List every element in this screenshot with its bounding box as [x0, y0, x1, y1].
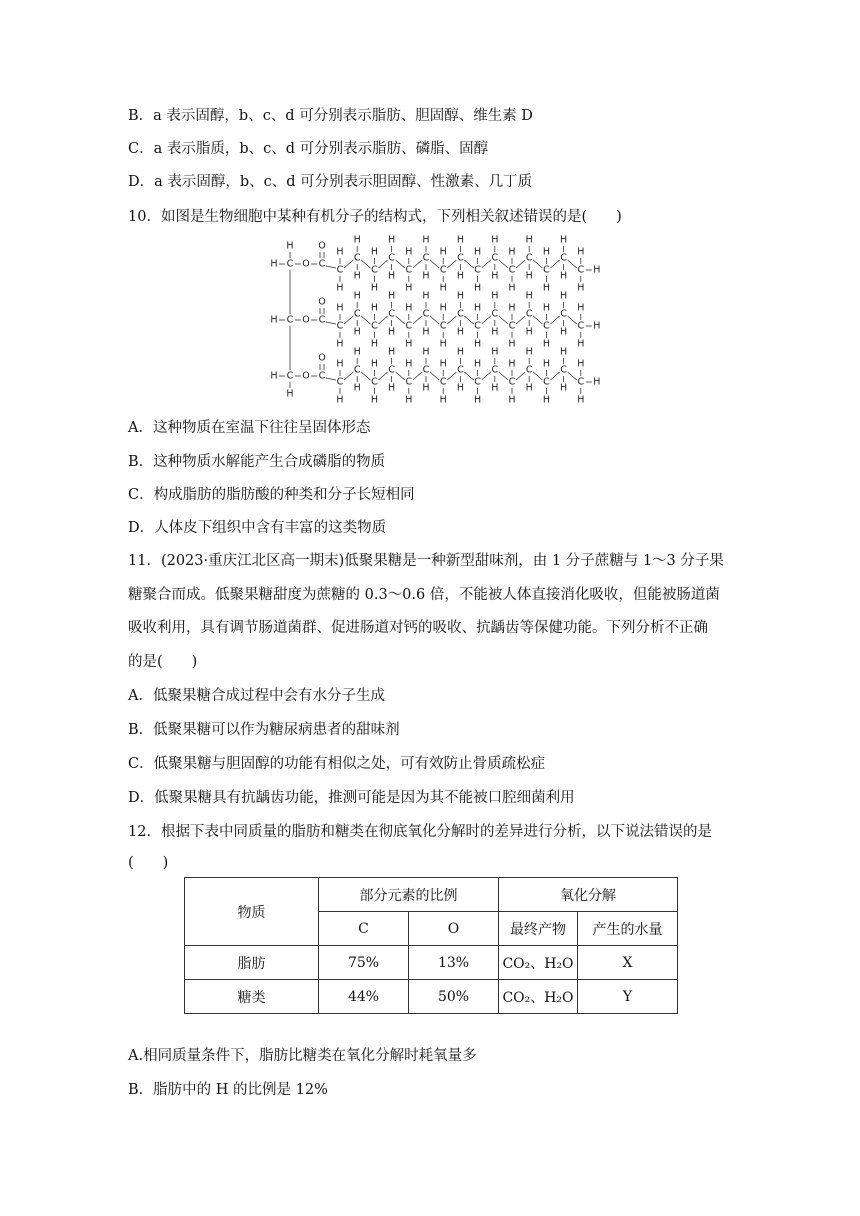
formula-atom: H — [422, 234, 430, 246]
header-substance: 物质 — [185, 878, 319, 946]
formula-atom: H — [508, 282, 516, 294]
formula-atom: H — [353, 382, 361, 394]
formula-atom: H — [405, 282, 413, 294]
formula-atom: H — [525, 234, 533, 246]
chain-carbon: C — [388, 252, 395, 264]
formula-bond — [378, 316, 387, 324]
chain-carbon: C — [422, 364, 430, 376]
formula-atom: H — [560, 382, 568, 394]
formula-bond — [413, 260, 422, 268]
chain-carbon: C — [371, 264, 378, 276]
chain-carbon: C — [491, 252, 499, 264]
formula-atom: H — [422, 326, 430, 338]
formula-atom: H — [270, 314, 278, 326]
formula-atom: H — [405, 358, 413, 370]
carbonyl-oxygen: O — [318, 296, 326, 308]
q12-stem-line-1: 12．根据下表中同质量的脂肪和糖类在彻底氧化分解时的差异进行分析，以下说法错误的是 — [128, 824, 712, 840]
q10-option-c: C．构成脂肪的脂肪酸的种类和分子长短相同 — [128, 487, 415, 503]
formula-atom: H — [370, 338, 378, 350]
formula-bond — [344, 316, 353, 324]
formula-bond — [344, 372, 353, 380]
formula-bond — [378, 372, 387, 380]
q11-stem-line-2: 糖聚合而成。低聚果糖甜度为蔗糖的 0.3～0.6 倍，不能被人体直接消化吸收，但能被肠道菌 — [128, 587, 720, 603]
formula-atom: H — [474, 302, 482, 314]
row-sugar-c: 44% — [319, 980, 409, 1014]
formula-atom: H — [560, 234, 568, 246]
chain-carbon: C — [508, 320, 516, 332]
formula-atom: H — [542, 358, 550, 370]
row-fat-product: CO₂、H₂O — [499, 946, 578, 980]
chain-carbon: C — [525, 252, 533, 264]
q9-option-b: B．a 表示固醇，b、c、d 可分别表示脂肪、胆固醇、维生素 D — [128, 108, 533, 124]
formula-atom: H — [370, 394, 378, 406]
formula-bond — [550, 316, 559, 324]
q11-stem-line-1: 11．(2023·重庆江北区高一期末)低聚果糖是一种新型甜味剂，由 1 分子蔗糖与 1～3 分子果 — [128, 553, 724, 569]
formula-bond — [361, 316, 370, 324]
formula-atom: H — [336, 246, 344, 258]
formula-bond — [533, 260, 542, 268]
chain-carbon: C — [560, 308, 567, 320]
formula-atom: H — [593, 376, 601, 388]
chain-carbon: C — [439, 376, 447, 388]
formula-atom: H — [508, 358, 516, 370]
formula-bond — [413, 316, 422, 324]
q12-comparison-table — [184, 877, 678, 1014]
chain-carbon: C — [457, 252, 464, 264]
formula-atom: H — [286, 388, 294, 400]
chain-carbon: C — [371, 376, 378, 388]
formula-bond — [568, 316, 577, 324]
formula-atom: H — [542, 338, 550, 350]
chain-carbon: C — [560, 252, 567, 264]
ester-oxygen: O — [302, 314, 310, 326]
header-final-product: 最终产物 — [499, 912, 578, 946]
chain-carbon: C — [577, 376, 585, 388]
chain-carbon: C — [457, 364, 464, 376]
chain-carbon: C — [543, 320, 550, 332]
formula-atom: H — [542, 246, 550, 258]
table-row — [185, 980, 678, 1014]
formula-atom: H — [336, 358, 344, 370]
formula-atom: H — [353, 346, 361, 358]
q11-option-c: C．低聚果糖与胆固醇的功能有相似之处，可有效防止骨质疏松症 — [128, 756, 546, 772]
q12-stem-line-2: ( ) — [128, 855, 169, 871]
ester-oxygen: O — [302, 370, 310, 382]
q9-option-d: D．a 表示固醇，b、c、d 可分别表示胆固醇、性激素、几丁质 — [128, 174, 533, 190]
formula-atom: H — [336, 282, 344, 294]
formula-atom: H — [353, 326, 361, 338]
formula-atom: H — [542, 282, 550, 294]
carbonyl-carbon: C — [318, 370, 326, 382]
formula-atom: H — [422, 290, 430, 302]
formula-atom: H — [336, 394, 344, 406]
formula-atom: H — [577, 394, 585, 406]
header-water-amount: 产生的水量 — [578, 912, 678, 946]
chain-carbon: C — [405, 376, 413, 388]
formula-atom: H — [388, 290, 396, 302]
formula-atom: H — [593, 320, 601, 332]
formula-bond — [413, 372, 422, 380]
formula-atom: H — [370, 302, 378, 314]
ester-oxygen: O — [302, 258, 310, 270]
formula-atom: H — [560, 326, 568, 338]
formula-atom: H — [353, 270, 361, 282]
chain-carbon: C — [336, 376, 344, 388]
q11-option-a: A．低聚果糖合成过程中会有水分子生成 — [128, 688, 385, 704]
formula-atom: H — [388, 234, 396, 246]
formula-bond — [568, 260, 577, 268]
formula-atom: H — [388, 346, 396, 358]
formula-atom: H — [388, 270, 396, 282]
chain-carbon: C — [422, 308, 430, 320]
formula-bond — [550, 260, 559, 268]
q10-option-d: D．人体皮下组织中含有丰富的这类物质 — [128, 520, 387, 536]
formula-atom: H — [456, 290, 464, 302]
chain-carbon: C — [577, 264, 585, 276]
row-sugar-water: Y — [578, 980, 678, 1014]
chain-carbon: C — [474, 376, 481, 388]
chain-carbon: C — [560, 364, 567, 376]
formula-atom: H — [508, 394, 516, 406]
formula-bond — [344, 260, 353, 268]
chain-carbon: C — [336, 264, 344, 276]
formula-atom: H — [508, 246, 516, 258]
row-fat-c: 75% — [319, 946, 409, 980]
formula-atom: H — [439, 338, 447, 350]
chain-carbon: C — [474, 264, 481, 276]
chain-carbon: C — [353, 252, 361, 264]
formula-atom: H — [370, 282, 378, 294]
row-fat-o: 13% — [409, 946, 499, 980]
formula-atom: H — [491, 346, 499, 358]
chain-carbon: C — [336, 320, 344, 332]
glycerol-carbon: C — [286, 370, 294, 382]
formula-bond — [447, 372, 456, 380]
formula-atom: H — [370, 246, 378, 258]
formula-atom: H — [388, 382, 396, 394]
formula-bond — [396, 316, 405, 324]
formula-atom: H — [577, 358, 585, 370]
carbonyl-carbon: C — [318, 258, 326, 270]
formula-atom: H — [577, 338, 585, 350]
row-fat-name: 脂肪 — [185, 946, 319, 980]
formula-atom: H — [577, 302, 585, 314]
formula-atom: H — [439, 282, 447, 294]
formula-atom: H — [491, 234, 499, 246]
chain-carbon: C — [474, 320, 481, 332]
q11-stem-line-3: 吸收利用，具有调节肠道菌群、促进肠道对钙的吸收、抗龋齿等保健功能。下列分析不正确 — [128, 620, 708, 636]
formula-bond — [430, 260, 439, 268]
formula-bond — [516, 260, 525, 268]
header-c: C — [319, 912, 409, 946]
chain-carbon: C — [577, 320, 585, 332]
formula-bond — [482, 372, 491, 380]
formula-atom: H — [439, 302, 447, 314]
formula-atom: H — [560, 270, 568, 282]
q10-stem: 10．如图是生物细胞中某种有机分子的结构式，下列相关叙述错误的是( ) — [128, 209, 622, 225]
formula-atom: H — [491, 270, 499, 282]
formula-bond — [533, 372, 542, 380]
chain-carbon: C — [439, 264, 447, 276]
carbonyl-oxygen: O — [318, 352, 326, 364]
formula-bond — [326, 378, 336, 380]
formula-atom: H — [491, 382, 499, 394]
formula-atom: H — [353, 290, 361, 302]
formula-bond — [482, 260, 491, 268]
formula-atom: H — [336, 302, 344, 314]
formula-atom: H — [491, 290, 499, 302]
formula-atom: H — [560, 346, 568, 358]
formula-atom: H — [525, 382, 533, 394]
formula-bond — [516, 372, 525, 380]
formula-atom: H — [422, 270, 430, 282]
chain-carbon: C — [422, 252, 430, 264]
formula-bond — [568, 372, 577, 380]
q12-option-b: B．脂肪中的 H 的比例是 12% — [128, 1082, 328, 1098]
formula-atom: H — [439, 246, 447, 258]
formula-atom: H — [474, 394, 482, 406]
formula-bond — [430, 316, 439, 324]
formula-bond — [378, 260, 387, 268]
formula-atom: H — [405, 246, 413, 258]
header-o: O — [409, 912, 499, 946]
formula-bond — [430, 372, 439, 380]
formula-atom: H — [508, 338, 516, 350]
q10-option-b: B．这种物质水解能产生合成磷脂的物质 — [128, 454, 386, 470]
header-oxidation: 氧化分解 — [499, 878, 678, 912]
formula-atom: H — [270, 370, 278, 382]
formula-bond — [396, 260, 405, 268]
formula-atom: H — [270, 258, 278, 270]
formula-atom: H — [474, 282, 482, 294]
formula-bond — [361, 372, 370, 380]
formula-atom: H — [456, 326, 464, 338]
glycerol-carbon: C — [286, 314, 294, 326]
formula-bond — [499, 260, 508, 268]
formula-atom: H — [577, 282, 585, 294]
formula-bond — [326, 322, 336, 324]
formula-atom: H — [422, 382, 430, 394]
formula-atom: H — [336, 338, 344, 350]
formula-bond — [482, 316, 491, 324]
formula-atom: H — [525, 326, 533, 338]
formula-bond — [447, 260, 456, 268]
glycerol-carbon: C — [286, 258, 294, 270]
chain-carbon: C — [491, 364, 499, 376]
chain-carbon: C — [491, 308, 499, 320]
formula-bond — [447, 316, 456, 324]
formula-atom: H — [353, 234, 361, 246]
formula-atom: H — [422, 346, 430, 358]
chain-carbon: C — [388, 364, 395, 376]
chain-carbon: C — [405, 264, 413, 276]
formula-bond — [396, 372, 405, 380]
chain-carbon: C — [508, 376, 516, 388]
formula-bond — [464, 372, 473, 380]
formula-atom: H — [388, 326, 396, 338]
row-sugar-o: 50% — [409, 980, 499, 1014]
chain-carbon: C — [543, 376, 550, 388]
formula-atom: H — [508, 302, 516, 314]
formula-atom: H — [474, 246, 482, 258]
formula-bond — [464, 260, 473, 268]
formula-bond — [499, 316, 508, 324]
chain-carbon: C — [525, 364, 533, 376]
formula-atom: H — [593, 264, 601, 276]
formula-atom: H — [474, 338, 482, 350]
formula-atom: H — [560, 290, 568, 302]
formula-atom: H — [456, 382, 464, 394]
chain-carbon: C — [353, 308, 361, 320]
q11-option-b: B．低聚果糖可以作为糖尿病患者的甜味剂 — [128, 722, 400, 738]
chain-carbon: C — [353, 364, 361, 376]
formula-atom: H — [577, 246, 585, 258]
q12-option-a: A.相同质量条件下，脂肪比糖类在氧化分解时耗氧量多 — [128, 1048, 477, 1064]
carbonyl-oxygen: O — [318, 240, 326, 252]
q9-option-c: C．a 表示脂质，b、c、d 可分别表示脂肪、磷脂、固醇 — [128, 141, 489, 157]
row-fat-water: X — [578, 946, 678, 980]
table-row — [185, 946, 678, 980]
chain-carbon: C — [543, 264, 550, 276]
formula-atom: H — [525, 290, 533, 302]
formula-atom: H — [525, 270, 533, 282]
row-sugar-name: 糖类 — [185, 980, 319, 1014]
chain-carbon: C — [508, 264, 516, 276]
q11-stem-line-4: 的是( ) — [128, 654, 198, 670]
row-sugar-product: CO₂、H₂O — [499, 980, 578, 1014]
header-element-ratio: 部分元素的比例 — [319, 878, 499, 912]
formula-atom: H — [286, 240, 294, 252]
formula-atom: H — [456, 270, 464, 282]
carbonyl-carbon: C — [318, 314, 326, 326]
q10-option-a: A．这种物质在室温下往往呈固体形态 — [128, 420, 371, 436]
formula-atom: H — [405, 302, 413, 314]
formula-atom: H — [456, 234, 464, 246]
chain-carbon: C — [439, 320, 447, 332]
chain-carbon: C — [388, 308, 395, 320]
chain-carbon: C — [457, 308, 464, 320]
formula-atom: H — [456, 346, 464, 358]
formula-atom: H — [405, 338, 413, 350]
formula-atom: H — [439, 358, 447, 370]
formula-atom: H — [542, 394, 550, 406]
formula-bond — [533, 316, 542, 324]
formula-atom: H — [491, 326, 499, 338]
q11-option-d: D．低聚果糖具有抗龋齿功能，推测可能是因为其不能被口腔细菌利用 — [128, 790, 575, 806]
formula-bond — [499, 372, 508, 380]
formula-bond — [361, 260, 370, 268]
triglyceride-structural-formula — [268, 234, 601, 409]
chain-carbon: C — [525, 308, 533, 320]
chain-carbon: C — [371, 320, 378, 332]
formula-bond — [464, 316, 473, 324]
formula-bond — [326, 266, 336, 268]
formula-atom: H — [474, 358, 482, 370]
formula-bond — [516, 316, 525, 324]
formula-atom: H — [525, 346, 533, 358]
formula-atom: H — [405, 394, 413, 406]
chain-carbon: C — [405, 320, 413, 332]
formula-atom: H — [370, 358, 378, 370]
formula-atom: H — [439, 394, 447, 406]
formula-bond — [550, 372, 559, 380]
formula-atom: H — [542, 302, 550, 314]
